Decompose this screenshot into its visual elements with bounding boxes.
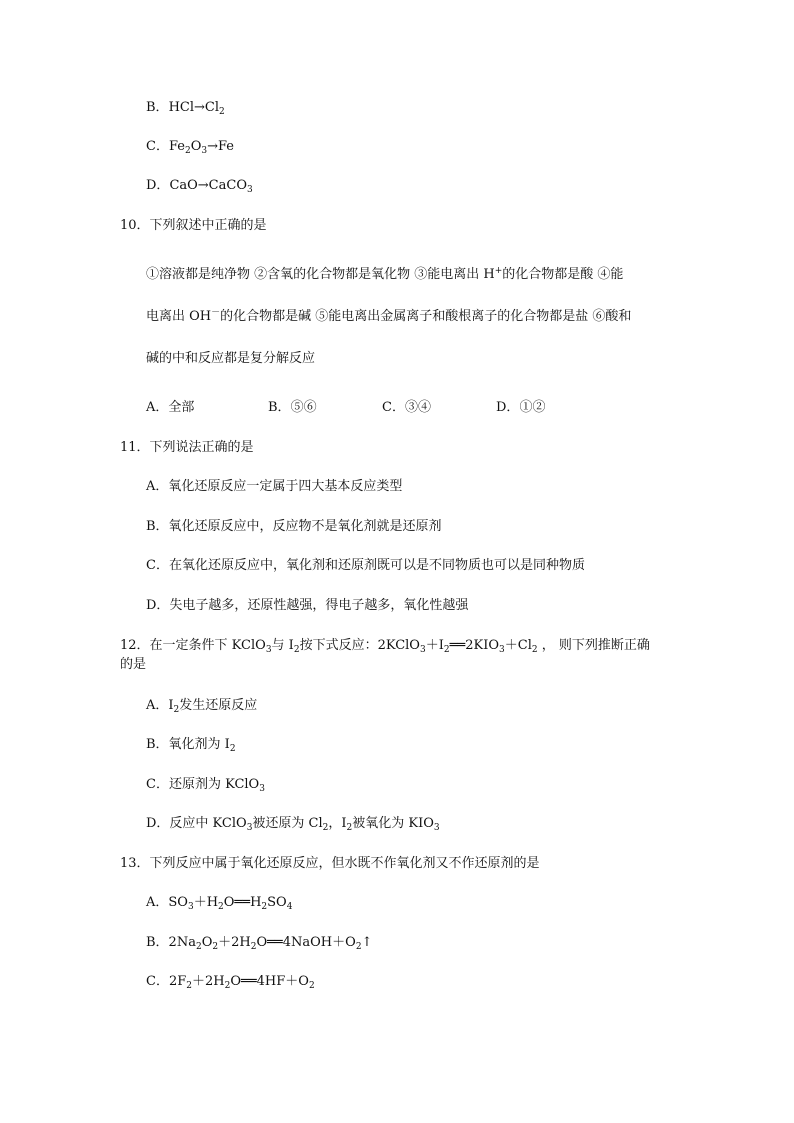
q9-option-d-sub: 3 — [247, 185, 253, 195]
q12-option-d-s4: 3 — [433, 823, 440, 833]
q13-option-b-s3: 2 — [250, 942, 257, 952]
q13-option-c-t3: O══4HF＋O — [230, 974, 309, 989]
q11-option-d: D．失电子越多，还原性越强，得电子越多，氧化性越强 — [146, 598, 469, 613]
q12-stem-sub5: 3 — [499, 645, 505, 655]
q9-option-d-label: D． — [146, 178, 170, 193]
q12-stem-d: ＋I — [425, 638, 444, 653]
q12-option-b — [146, 736, 236, 754]
q12-option-a — [146, 697, 257, 715]
q13-option-a-t2: ＋H — [193, 895, 219, 910]
q12-stem-sub6: 2 — [531, 645, 538, 655]
q10-line2-sup: － — [211, 308, 221, 318]
q12-option-a-t2: 发生还原反应 — [179, 698, 258, 713]
q12-option-a-s1: 2 — [173, 705, 180, 715]
q10-option-c-text: ③④ — [404, 400, 431, 415]
q12-option-d-t3: ，I — [328, 816, 347, 831]
q12-stem-sub1: 3 — [265, 645, 272, 655]
q13-option-b-t2: O — [201, 935, 213, 950]
q12-option-b-s1: 2 — [229, 744, 236, 754]
q9-option-b-text: HCl→Cl — [168, 100, 220, 115]
q12-stem-sub2: 2 — [293, 645, 300, 655]
q13-option-a-t3: O══H — [223, 895, 262, 910]
q10-line3: 碱的中和反应都是复分解反应 — [146, 351, 316, 366]
q12-option-d-t4: 被氧化为 KIO — [352, 816, 434, 831]
q13-option-b-t5: ↑ — [361, 935, 373, 950]
q13-option-a-s2: 2 — [218, 902, 224, 912]
q10-option-b-label: B． — [268, 400, 291, 415]
q10-option-c — [382, 399, 496, 417]
q9-option-c-t1: Fe — [168, 139, 185, 154]
q10-line2-a: 电离出 OH — [146, 309, 212, 324]
q12-option-d-s2: 2 — [322, 823, 329, 833]
q9-option-c-label: C． — [146, 139, 169, 154]
q9-option-c-s1: 2 — [184, 146, 191, 156]
q12-option-d-t1: D．反应中 KClO — [146, 816, 247, 831]
q11-number: 11． — [120, 440, 150, 455]
q10-statement-line-3 — [146, 350, 315, 368]
q10-option-b — [268, 399, 382, 417]
q13-option-b-t3: ＋2H — [218, 935, 251, 950]
q13-option-b-s2: 2 — [212, 942, 219, 952]
q9-option-b-label: B． — [146, 100, 169, 115]
q13-stem-text: 下列反应中属于氧化还原反应，但水既不作氧化剂又不作还原剂的是 — [149, 856, 540, 871]
q10-options — [146, 399, 545, 417]
q10-number: 10． — [120, 218, 150, 233]
q10-option-d-label: D． — [496, 400, 520, 415]
q9-option-c-t2: O — [190, 139, 202, 154]
q13-option-b-t1: B．2Na — [146, 935, 196, 950]
q10-line1-sup: + — [494, 266, 503, 276]
q12-option-a-t1: A．I — [146, 698, 174, 713]
q12-option-d-s1: 3 — [246, 823, 253, 833]
q10-option-a-text: 全部 — [168, 400, 195, 415]
q10-option-d-text: ①② — [519, 400, 546, 415]
q12-option-c — [146, 776, 265, 794]
q9-option-c-t3: →Fe — [207, 139, 235, 154]
q12-stem-e: ══2KIO — [449, 638, 500, 653]
q12-stem-c: 按下式反应：2KClO — [299, 638, 420, 653]
q9-option-c-s2: 3 — [201, 146, 208, 156]
q12-stem-a: 在一定条件下 KClO — [149, 638, 266, 653]
q13-option-b-s1: 2 — [195, 942, 202, 952]
q13-option-a-s3: 2 — [261, 902, 268, 912]
q9-option-b-sub: 2 — [219, 107, 225, 117]
q10-option-d — [496, 399, 545, 417]
q10-statement-line-2 — [146, 308, 631, 326]
q13-option-b-t4: O══4NaOH＋O — [256, 935, 356, 950]
q12-stem-f: ＋Cl — [504, 638, 532, 653]
q13-option-b — [146, 934, 372, 952]
q13-number: 13． — [120, 856, 150, 871]
q12-stem-g: ， 则下列推断正确 — [537, 638, 650, 653]
q10-line2-b: 的化合物都是碱 ⑤能电离出金属离子和酸根离子的化合物都是盐 ⑥酸和 — [220, 309, 632, 324]
q12-stem-line-2: 的是 — [120, 657, 147, 672]
q10-option-c-label: C． — [382, 400, 405, 415]
q13-option-a-s1: 3 — [187, 902, 194, 912]
q10-line1-b: 的化合物都是酸 ④能 — [502, 267, 624, 282]
q12-option-c-t1: C．还原剂为 KClO — [146, 777, 260, 792]
q12-stem-b: 与 I — [271, 638, 294, 653]
q12-stem-sub4: 2 — [443, 645, 450, 655]
q10-option-a — [146, 399, 268, 417]
q13-option-a-t4: SO — [267, 895, 287, 910]
q13-stem — [120, 855, 540, 873]
q11-option-b: B．氧化还原反应中，反应物不是氧化剂就是还原剂 — [146, 519, 442, 534]
q10-statement-line-1 — [146, 266, 623, 284]
q12-stem — [120, 637, 650, 655]
q9-option-d — [146, 177, 253, 195]
q9-option-d-text: CaO→CaCO — [169, 178, 247, 193]
q13-option-c-t1: C．2F — [146, 974, 187, 989]
q12-option-c-s1: 3 — [259, 784, 265, 794]
q13-option-c-s1: 2 — [186, 981, 192, 991]
q12-option-d-t2: 被还原为 Cl — [252, 816, 323, 831]
q12-number: 12． — [120, 638, 150, 653]
q13-option-c-s2: 2 — [224, 981, 231, 991]
q10-line1-a: ①溶液都是纯净物 ②含氧的化合物都是氧化物 ③能电离出 H — [146, 267, 495, 282]
q11-option-a: A．氧化还原反应一定属于四大基本反应类型 — [146, 479, 403, 494]
q13-option-b-s4: 2 — [355, 942, 362, 952]
q13-option-c — [146, 973, 315, 991]
q12-option-d-s3: 2 — [346, 823, 353, 833]
q13-option-a — [146, 894, 292, 912]
q13-option-a-s4: 4 — [286, 902, 293, 912]
q11-stem — [120, 439, 254, 457]
q9-option-b — [146, 99, 225, 117]
q11-stem-text: 下列说法正确的是 — [149, 440, 254, 455]
q11-option-c: C．在氧化还原反应中，氧化剂和还原剂既可以是不同物质也可以是同种物质 — [146, 558, 585, 573]
q10-stem — [120, 217, 267, 235]
q13-option-c-t2: ＋2H — [191, 974, 225, 989]
q10-option-a-label: A． — [146, 400, 169, 415]
q12-stem-sub3: 3 — [419, 645, 426, 655]
q10-stem-text: 下列叙述中正确的是 — [149, 218, 267, 233]
q13-option-c-s3: 2 — [308, 981, 315, 991]
q13-option-a-t1: A．SO — [146, 895, 188, 910]
q10-option-b-text: ⑤⑥ — [290, 400, 317, 415]
q12-option-b-t1: B．氧化剂为 I — [146, 737, 230, 752]
q9-option-c — [146, 138, 234, 156]
q12-option-d — [146, 815, 440, 833]
